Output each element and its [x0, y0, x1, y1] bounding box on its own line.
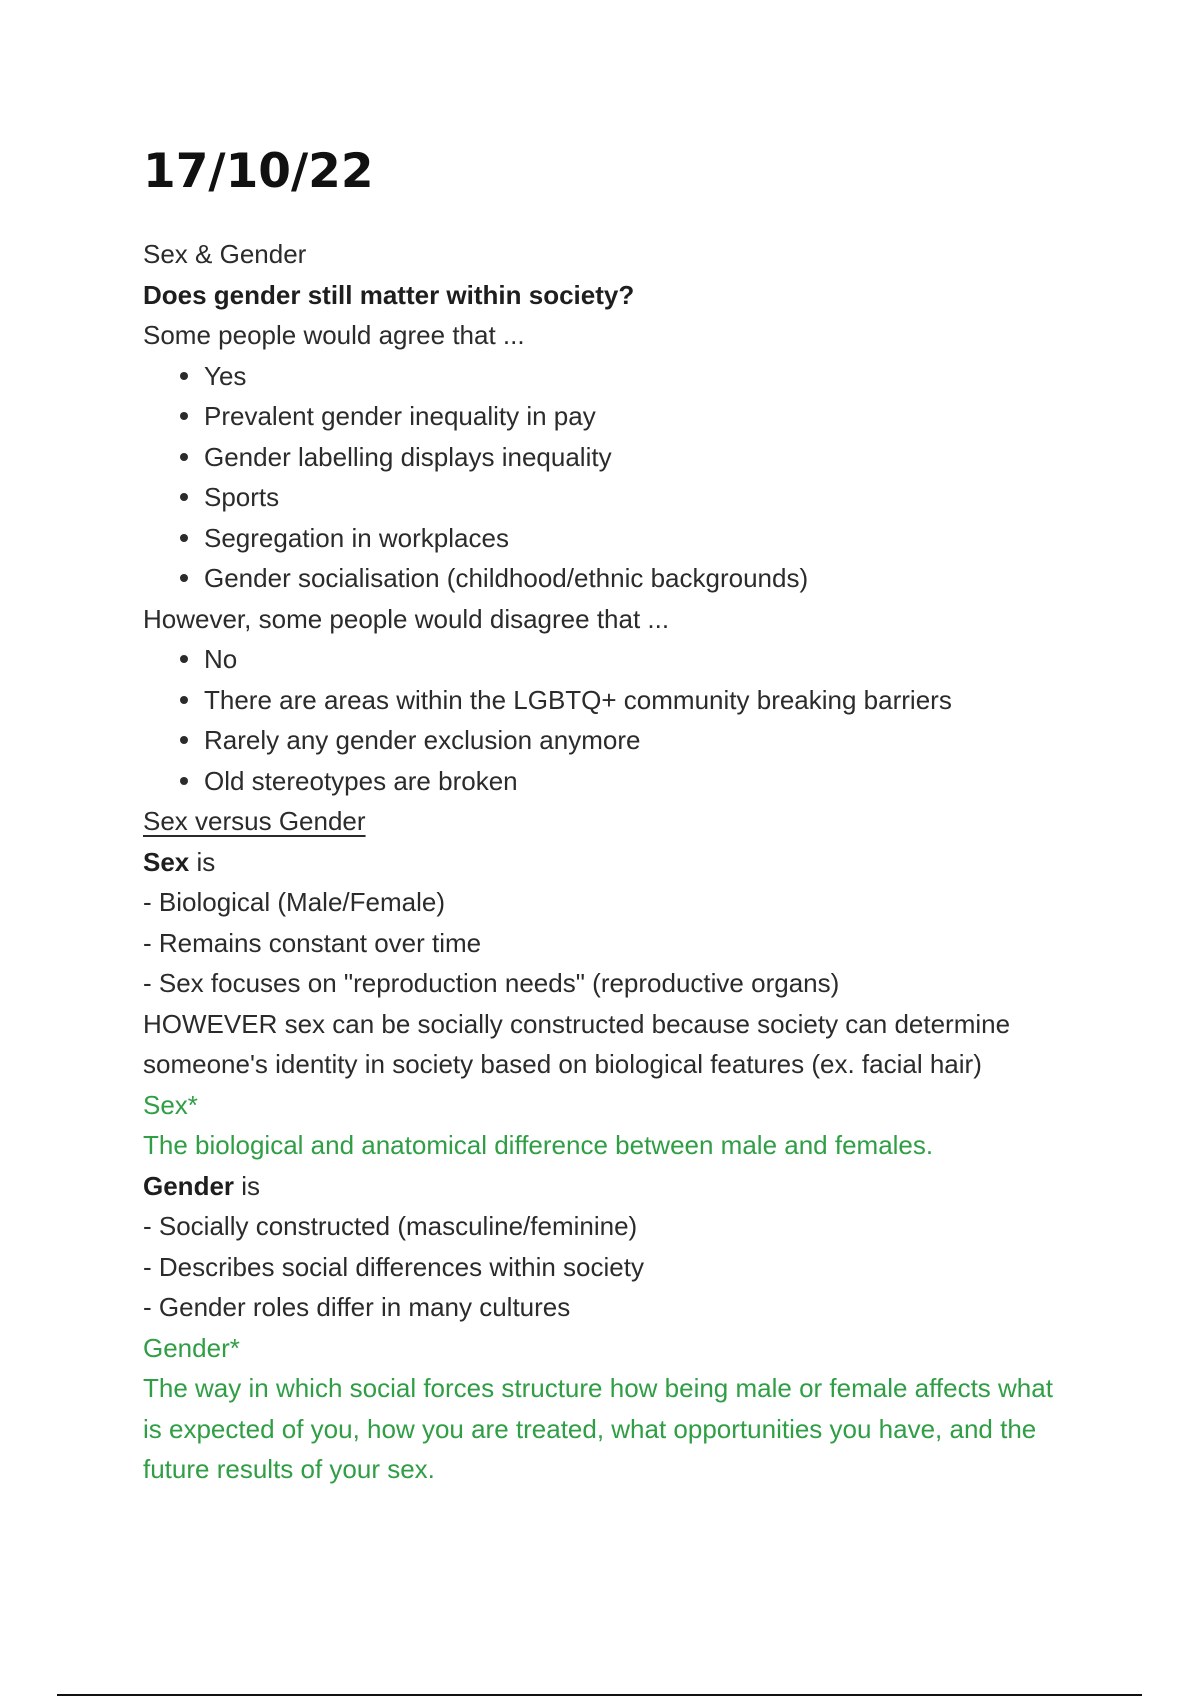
agree-intro: Some people would agree that ...	[143, 320, 525, 350]
list-item: Yes	[143, 356, 1063, 397]
gender-point: - Socially constructed (masculine/feminine)	[143, 1211, 638, 1241]
gender-point: - Describes social differences within society	[143, 1251, 644, 1282]
sex-however-paragraph: HOWEVER sex can be socially constructed because society can determine someone's identity in society based on biological features (ex. facial hair)	[143, 1008, 1011, 1079]
gender-point: - Gender roles differ in many cultures	[143, 1292, 571, 1322]
list-item: Gender socialisation (childhood/ethnic backgrounds)	[143, 558, 1063, 599]
sex-heading-term: Sex	[143, 846, 190, 877]
sex-definition-text: The biological and anatomical difference between male and females.	[143, 1130, 934, 1160]
gender-heading-term: Gender	[143, 1170, 235, 1201]
list-item: Rarely any gender exclusion anymore	[143, 720, 1063, 761]
page-title: 17/10/22	[143, 144, 374, 199]
list-item: There are areas within the LGBTQ+ community breaking barriers	[143, 680, 1063, 721]
notes-body	[143, 234, 1063, 1490]
disagree-intro: However, some people would disagree that ...	[143, 603, 670, 634]
footer-divider	[57, 1694, 1142, 1696]
disagree-list	[143, 639, 1063, 801]
gender-definition-term: Gender*	[143, 1332, 240, 1363]
sex-point: - Biological (Male/Female)	[143, 887, 445, 917]
sex-definition-term: Sex*	[143, 1089, 198, 1120]
question-line: Does gender still matter within society?	[143, 279, 635, 310]
sex-heading-rest: is	[189, 846, 216, 877]
list-item: Old stereotypes are broken	[143, 761, 1063, 802]
gender-heading-rest: is	[234, 1170, 261, 1201]
list-item: No	[143, 639, 1063, 680]
list-item: Sports	[143, 477, 1063, 518]
topic-line: Sex & Gender	[143, 239, 307, 269]
section-heading-line	[143, 801, 1063, 842]
list-item: Prevalent gender inequality in pay	[143, 396, 1063, 437]
sex-point: - Remains constant over time	[143, 927, 482, 958]
gender-heading	[143, 1166, 1063, 1207]
gender-definition-text: The way in which social forces structure how being male or female affects what is expected of you, how you are treated, what opportunities you have, and the future results of your sex.	[143, 1373, 1053, 1484]
agree-list	[143, 356, 1063, 599]
sex-heading	[143, 842, 1063, 883]
list-item: Segregation in workplaces	[143, 518, 1063, 559]
sex-point: - Sex focuses on "reproduction needs" (reproductive organs)	[143, 968, 840, 998]
section-heading: Sex versus Gender	[143, 806, 366, 836]
list-item: Gender labelling displays inequality	[143, 437, 1063, 478]
